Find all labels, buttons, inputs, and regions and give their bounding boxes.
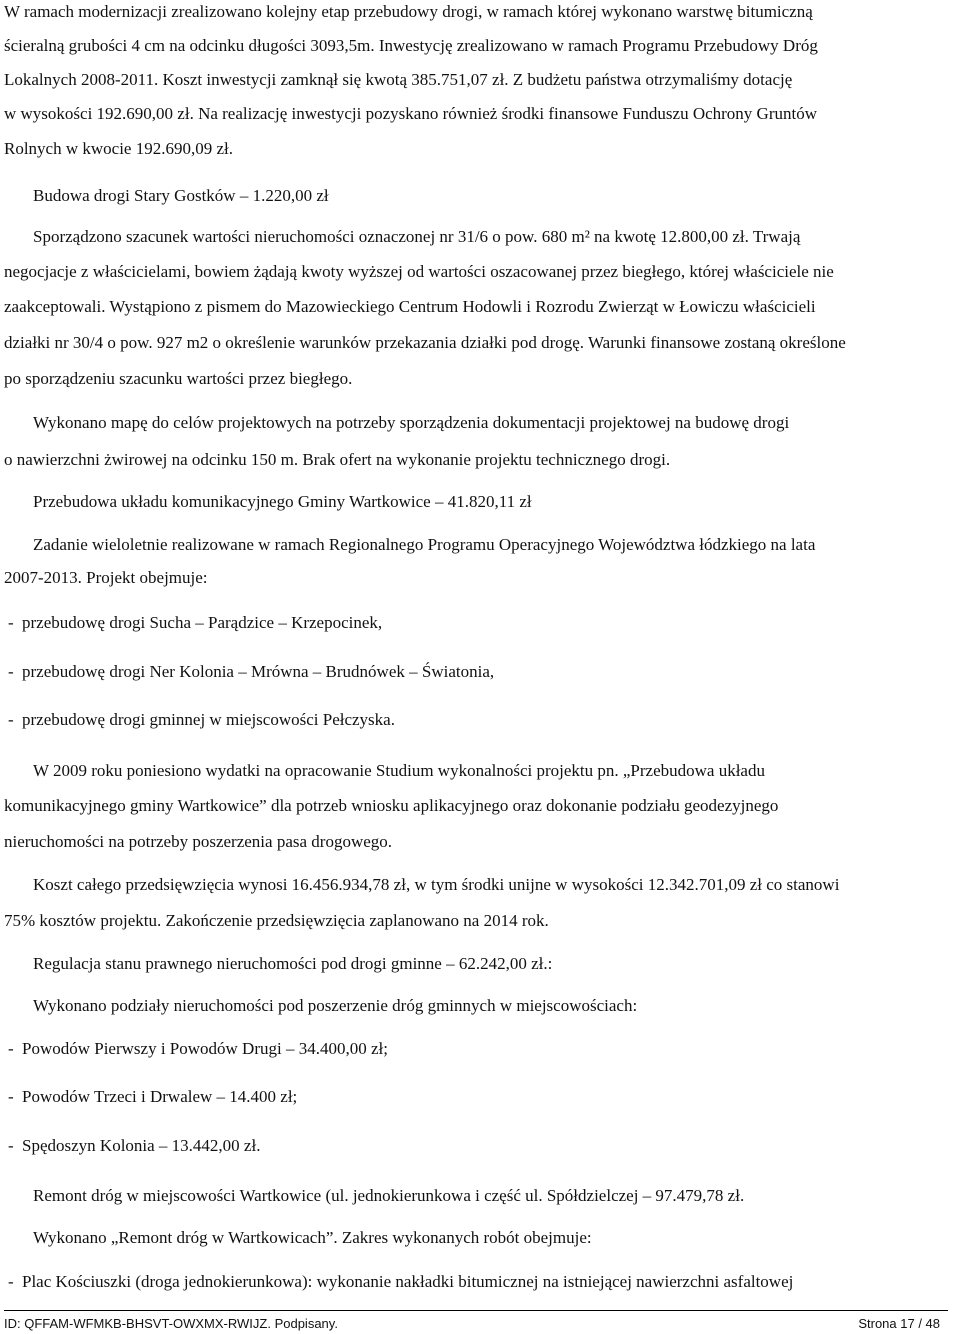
list-item-text: przebudowę drogi gminnej w miejscowości Pełczyska. bbox=[22, 710, 395, 729]
footer-divider bbox=[4, 1310, 948, 1311]
text-line: 2007-2013. Projekt obejmuje: bbox=[4, 568, 208, 587]
list-dash: - bbox=[8, 1087, 14, 1106]
text-line: 75% kosztów projektu. Zakończenie przedsięwzięcia zaplanowano na 2014 rok. bbox=[4, 911, 549, 930]
text-line: po sporządzeniu szacunku wartości przez biegłego. bbox=[4, 369, 353, 388]
list-dash: - bbox=[8, 662, 14, 681]
section-heading: Budowa drogi Stary Gostków – 1.220,00 zł bbox=[33, 186, 329, 205]
text-line: W ramach modernizacji zrealizowano kolejny etap przebudowy drogi, w ramach której wykonano warstwę bitumiczną bbox=[4, 2, 813, 21]
text-line: Wykonano mapę do celów projektowych na potrzeby sporządzenia dokumentacji projektowej na budowę drogi bbox=[33, 413, 790, 432]
list-item-text: Spędoszyn Kolonia – 13.442,00 zł. bbox=[22, 1136, 261, 1155]
text-line: Lokalnych 2008-2011. Koszt inwestycji zamknął się kwotą 385.751,07 zł. Z budżetu państwa otrzymaliśmy dotację bbox=[4, 70, 793, 89]
text-line: W 2009 roku poniesiono wydatki na opracowanie Studium wykonalności projektu pn. „Przebudowa układu bbox=[33, 761, 765, 780]
text-line: negocjacje z właścicielami, bowiem żądają kwoty wyższej od wartości oszacowanej przez biegłego, której właściciele nie bbox=[4, 262, 834, 281]
text-line: Rolnych w kwocie 192.690,09 zł. bbox=[4, 139, 233, 158]
list-item-text: Powodów Trzeci i Drwalew – 14.400 zł; bbox=[22, 1087, 298, 1106]
text-line: Zadanie wieloletnie realizowane w ramach Regionalnego Programu Operacyjnego Województwa łódzkiego na lata bbox=[33, 535, 816, 554]
list-dash: - bbox=[8, 1136, 14, 1155]
list-item-text: Plac Kościuszki (droga jednokierunkowa): wykonanie nakładki bitumicznej na istniejącej nawierzchni asfaltowej bbox=[22, 1272, 794, 1291]
text-line: Wykonano podziały nieruchomości pod poszerzenie dróg gminnych w miejscowościach: bbox=[33, 996, 638, 1015]
text-line: Sporządzono szacunek wartości nieruchomości oznaczonej nr 31/6 o pow. 680 m² na kwotę 12.800,00 zł. Trwają bbox=[33, 227, 801, 246]
document-id: ID: QFFAM-WFMKB-BHSVT-OWXMX-RWIJZ. Podpisany. bbox=[4, 1316, 338, 1331]
page-number: Strona 17 / 48 bbox=[858, 1316, 940, 1331]
list-dash: - bbox=[8, 1039, 14, 1058]
text-line: w wysokości 192.690,00 zł. Na realizację inwestycji pozyskano również środki finansowe Funduszu Ochrony Gruntów bbox=[4, 104, 817, 123]
section-heading: Remont dróg w miejscowości Wartkowice (ul. jednokierunkowa i część ul. Spółdzielczej – 97.479,78 zł. bbox=[33, 1186, 745, 1205]
text-line: o nawierzchni żwirowej na odcinku 150 m. Brak ofert na wykonanie projektu technicznego drogi. bbox=[4, 450, 671, 469]
text-line: Wykonano „Remont dróg w Wartkowicach”. Zakres wykonanych robót obejmuje: bbox=[33, 1228, 592, 1247]
text-line: zaakceptowali. Wystąpiono z pismem do Mazowieckiego Centrum Hodowli i Rozrodu Zwierząt w Łowiczu właścicieli bbox=[4, 297, 816, 316]
text-line: działki nr 30/4 o pow. 927 m2 o określenie warunków przekazania działki pod drogę. Warunki finansowe zostaną określone bbox=[4, 333, 846, 352]
section-heading: Przebudowa układu komunikacyjnego Gminy Wartkowice – 41.820,11 zł bbox=[33, 492, 532, 511]
text-line: ścieralną grubości 4 cm na odcinku długości 3093,5m. Inwestycję zrealizowano w ramach Programu Przebudowy Dróg bbox=[4, 36, 818, 55]
list-dash: - bbox=[8, 613, 14, 632]
text-line: nieruchomości na potrzeby poszerzenia pasa drogowego. bbox=[4, 832, 393, 851]
list-dash: - bbox=[8, 710, 14, 729]
list-item-text: przebudowę drogi Sucha – Parądzice – Krzepocinek, bbox=[22, 613, 383, 632]
text-line: Koszt całego przedsięwzięcia wynosi 16.456.934,78 zł, w tym środki unijne w wysokości 12.342.701,09 zł co stanowi bbox=[33, 875, 840, 894]
list-item-text: Powodów Pierwszy i Powodów Drugi – 34.400,00 zł; bbox=[22, 1039, 388, 1058]
list-dash: - bbox=[8, 1272, 14, 1291]
section-heading: Regulacja stanu prawnego nieruchomości pod drogi gminne – 62.242,00 zł.: bbox=[33, 954, 553, 973]
text-line: komunikacyjnego gminy Wartkowice” dla potrzeb wniosku aplikacyjnego oraz dokonanie podziału geodezyjnego bbox=[4, 796, 779, 815]
list-item-text: przebudowę drogi Ner Kolonia – Mrówna – Brudnówek – Światonia, bbox=[22, 662, 495, 681]
